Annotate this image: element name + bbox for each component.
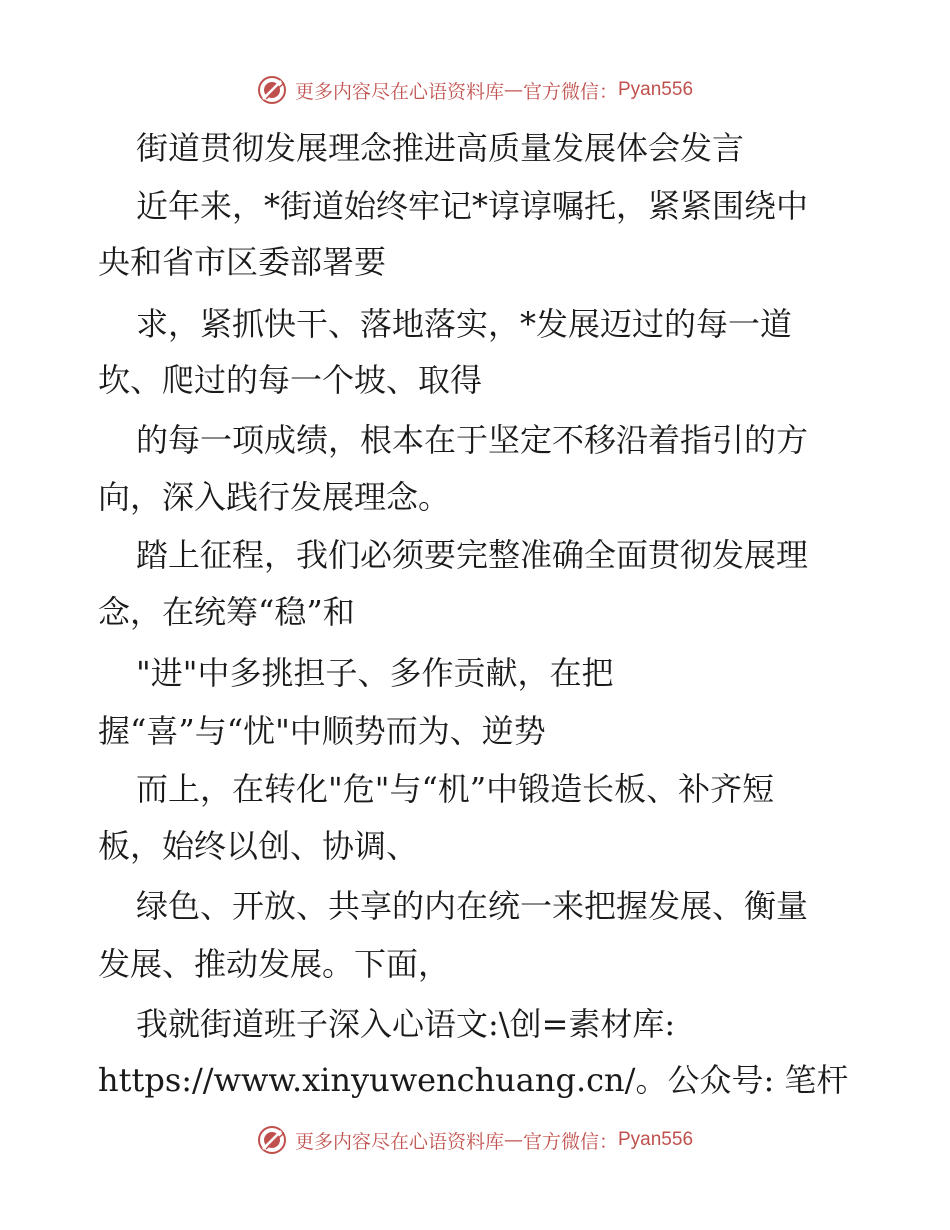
footer-watermark-banner [0, 1122, 950, 1158]
body-line: 发展、推动发展。下面， [98, 945, 451, 983]
banner-cn-text: 更多内容尽在心语资料库 [294, 80, 504, 103]
document-title: 街道贯彻发展理念推进高质量发展体会发言 [136, 129, 745, 167]
brand-logo-icon [257, 1125, 287, 1155]
body-line: https://www.xinyuwenchuang.cn/。公众号: 笔杆 [98, 1061, 849, 1099]
banner-wechat-id: Pyan556 [618, 79, 694, 100]
body-line: 坎、爬过的每一个坡、取得 [98, 361, 483, 399]
body-line: 我就街道班子深入心语文:\创=素材库: [136, 1005, 676, 1043]
body-line: "进"中多挑担子、多作贡献，在把 [136, 654, 614, 692]
banner-dash: — [503, 1129, 523, 1151]
body-line: 绿色、开放、共享的内在统一来把握发展、衡量 [136, 887, 809, 925]
body-line: 央和省市区委部署要 [98, 243, 387, 281]
brand-logo-icon [257, 75, 287, 105]
body-line: 握“喜”与“忧"中顺势而为、逆势 [98, 712, 546, 750]
body-line: 向，深入践行发展理念。 [98, 478, 451, 516]
body-line: 板，始终以创、协调、 [98, 827, 419, 865]
body-line: 求，紧抓快干、落地落实，*发展迈过的每一道 [136, 305, 793, 343]
body-line: 念，在统筹“稳”和 [98, 593, 355, 631]
banner-cn-text: 更多内容尽在心语资料库 [294, 1130, 504, 1153]
banner-label: 官方微信： [522, 1130, 618, 1153]
body-line: 踏上征程，我们必须要完整准确全面贯彻发展理 [136, 536, 809, 574]
body-line: 的每一项成绩，根本在于坚定不移沿着指引的方 [136, 421, 809, 459]
banner-wechat-id: Pyan556 [618, 1129, 694, 1150]
banner-dash: — [503, 79, 523, 101]
header-watermark-banner [0, 72, 950, 108]
body-line: 而上，在转化"危"与“机”中锻造长板、补齐短 [136, 770, 775, 808]
body-line: 近年来，*街道始终牢记*谆谆嘱托，紧紧围绕中 [136, 187, 809, 225]
banner-label: 官方微信： [522, 80, 618, 103]
